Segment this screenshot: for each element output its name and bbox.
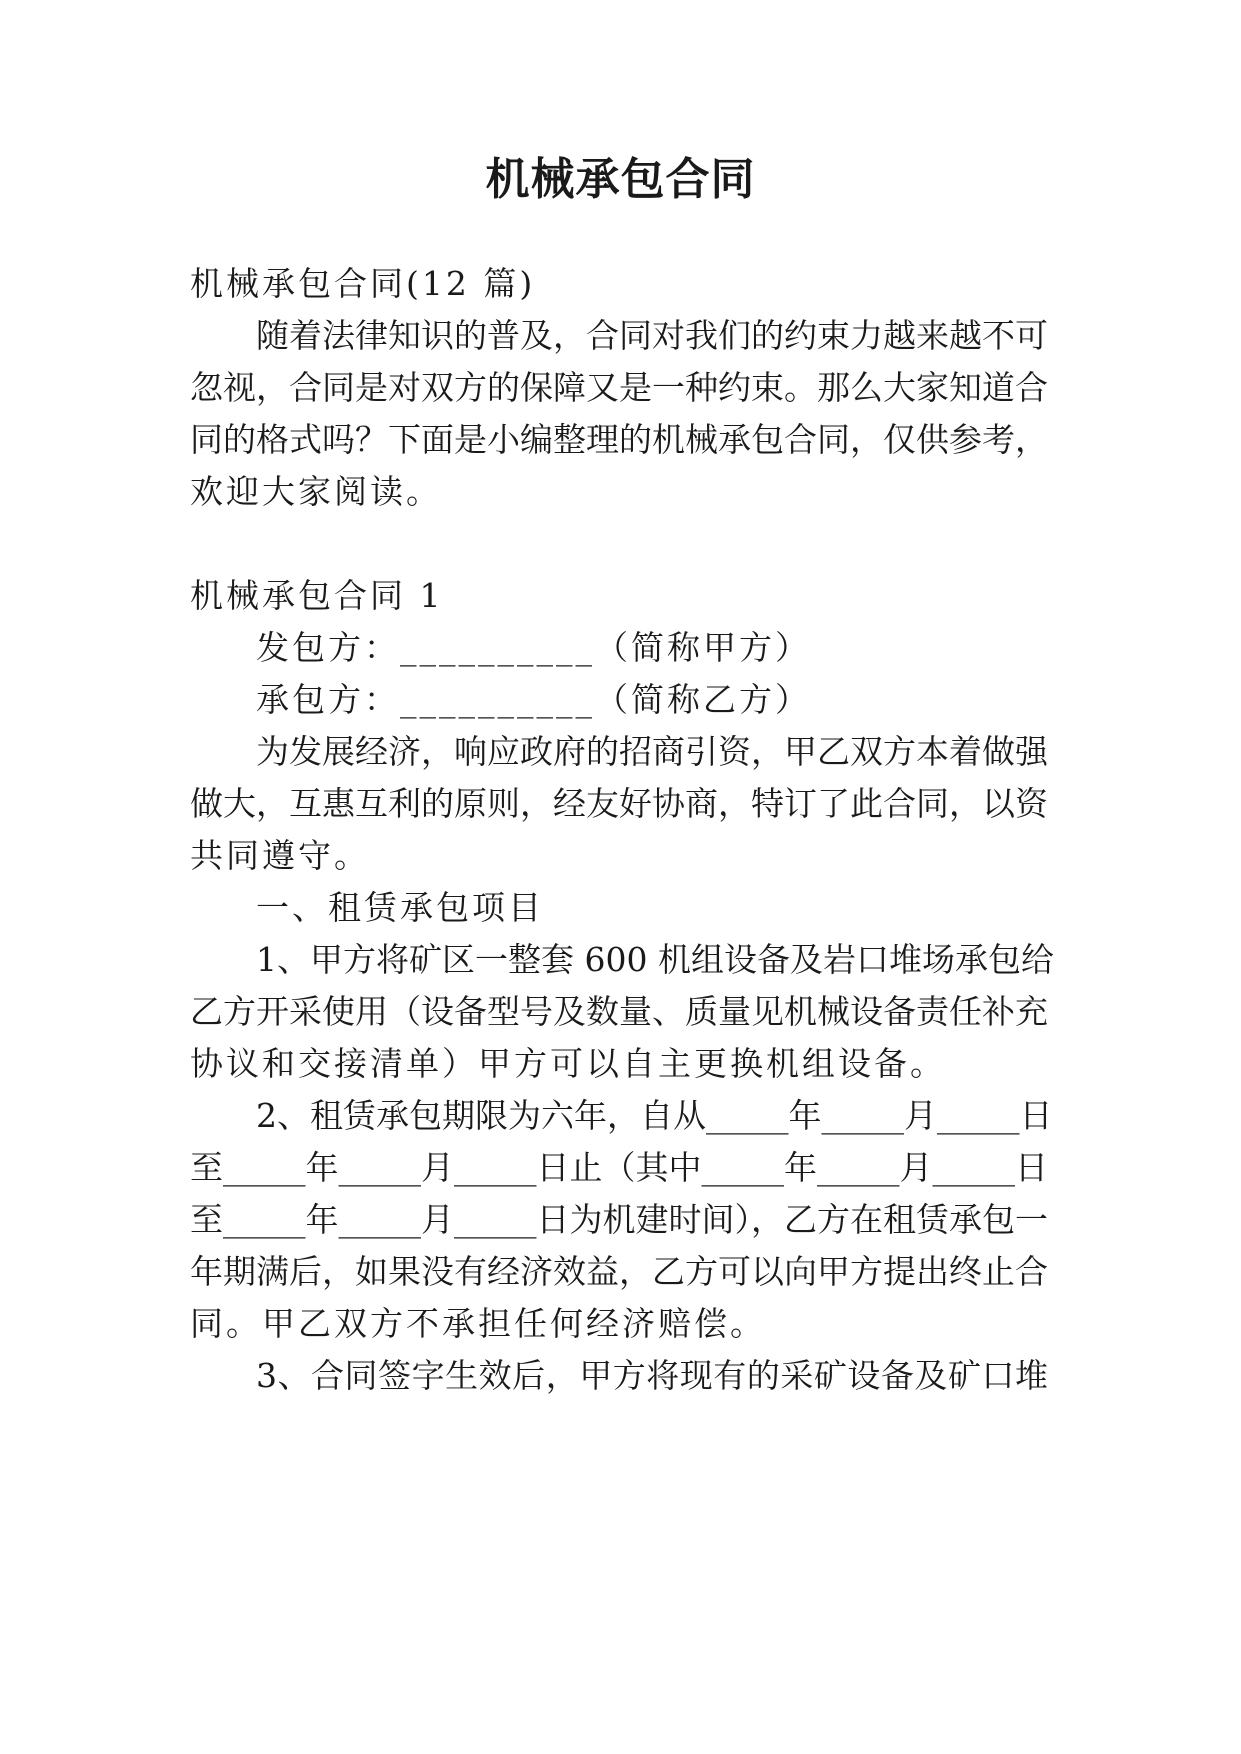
party-b-line: 承包方：__________（简称乙方） <box>256 680 811 719</box>
intro-line: 欢迎大家阅读。 <box>190 472 442 511</box>
document-title: 机械承包合同 <box>485 154 756 205</box>
clause-line: 至_____年_____月_____日为机建时间），乙方在租赁承包一 <box>190 1200 1048 1239</box>
body-line: 为发展经济，响应政府的招商引资，甲乙双方本着做强 <box>256 732 1048 771</box>
clause-line: 2、租赁承包期限为六年，自从_____年_____月_____日 <box>256 1096 1053 1135</box>
document-subtitle: 机械承包合同(12 篇) <box>190 264 536 303</box>
body-line: 做大，互惠互利的原则，经友好协商，特订了此合同，以资 <box>190 784 1048 823</box>
intro-line: 同的格式吗？下面是小编整理的机械承包合同，仅供参考， <box>190 420 1048 459</box>
clause-heading: 一、租赁承包项目 <box>256 888 544 927</box>
party-a-line: 发包方：__________（简称甲方） <box>256 628 811 667</box>
intro-line: 忽视，合同是对双方的保障又是一种约束。那么大家知道合 <box>190 368 1048 407</box>
clause-line: 协议和交接清单）甲方可以自主更换机组设备。 <box>190 1044 946 1083</box>
clause-line: 至_____年_____月_____日止（其中_____年_____月_____日 <box>190 1148 1048 1187</box>
intro-line: 随着法律知识的普及，合同对我们的约束力越来越不可 <box>256 316 1048 355</box>
clause-line: 年期满后，如果没有经济效益，乙方可以向甲方提出终止合 <box>190 1252 1048 1291</box>
clause-line: 3、合同签字生效后，甲方将现有的采矿设备及矿口堆 <box>256 1356 1048 1395</box>
clause-line: 同。甲乙双方不承担任何经济赔偿。 <box>190 1304 766 1343</box>
body-line: 共同遵守。 <box>190 836 370 875</box>
clause-line: 1、甲方将矿区一整套 600 机组设备及岩口堆场承包给 <box>256 940 1054 979</box>
clause-line: 乙方开采使用（设备型号及数量、质量见机械设备责任补充 <box>190 992 1048 1031</box>
section-heading: 机械承包合同 1 <box>190 576 444 615</box>
